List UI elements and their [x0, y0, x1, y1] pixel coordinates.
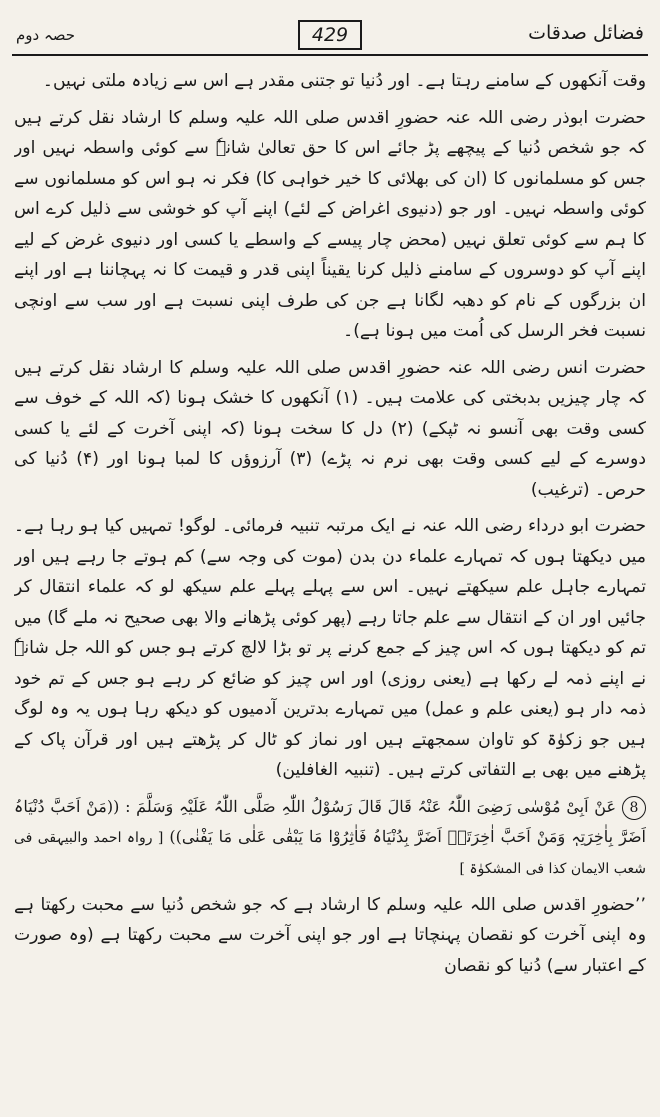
header-rule [12, 54, 648, 56]
hadith-translation: ’’حضورِ اقدس صلی اللہ علیہ وسلم کا ارشاد ہے کہ جو شخص دُنیا سے محبت رکھتا ہے وہ اپنی آخرت کو نقصان پہنچاتا ہے اور جو اپنی آخرت سے محبت رکھتا ہے (وہ صورت کے اعتبار سے) دُنیا کو نقصان [14, 894, 646, 976]
paragraph: وقت آنکھوں کے سامنے رہتا ہے۔ اور دُنیا تو جتنی مقدر ہے اس سے زیادہ ملتی نہیں۔ [42, 71, 646, 91]
hadith-number: 8 [622, 796, 646, 820]
page-header [10, 8, 650, 56]
paragraph: حضرت انس رضی اللہ عنہ حضورِ اقدس صلی اللہ علیہ وسلم کا ارشاد نقل کرتے ہیں کہ چار چیزیں بدبختی کی علامت ہیں۔ (۱) آنکھوں کا خشک ہونا (کہ اللہ کے خوف سے کسی وقت بھی آنسو نہ ٹپکے) (۲) دل کا سخت ہونا (کہ اپنی آخرت کے لئے یا کسی دوسرے کے لیے کسی وقت بھی نرم نہ پڑے) (۳) آرزوؤں کا لمبا ہونا اور (۴) دُنیا کی حرص۔ (ترغیب) [14, 357, 646, 500]
paragraph: حضرت ابوذر رضی اللہ عنہ حضورِ اقدس صلی اللہ علیہ وسلم کا ارشاد نقل کرتے ہیں کہ جو شخص دُنیا کے پیچھے پڑ جائے اس کا حق تعالیٰ شانہٗ سے کوئی واسطہ نہیں اور جس کو مسلمانوں کا (ان کی بھلائی کا خیر خواہی کا) فکر نہ ہو اس کو مسلمانوں سے کوئی واسطہ نہیں۔ اور جو (دنیوی اغراض کے لئے) اپنے آپ کو خوشی سے ذلیل کرے اس کا ہم سے کوئی تعلق نہیں (محض چار پیسے کے واسطے یا کسی اور دنیوی غرض کے لیے اپنے آپ کو دوسروں کے سامنے ذلیل کرنا یقیناً اپنی قدر و قیمت کا نہ پہچاننا ہے اور اپنے ان بزرگوں کے نام کو دھبہ لگانا ہے جن کی طرف اپنی نسبت ہے اور سب سے اونچی نسبت فخر الرسل کی اُمت میں ہونا ہے)۔ [14, 107, 646, 341]
hadith-reference: [ رواہ احمد والبیہقی فی شعب الایمان کذا فی المشکوٰۃ ] [14, 829, 646, 877]
page-content [14, 66, 646, 1109]
book-title: فضائل صدقات [528, 22, 644, 44]
paragraph: حضرت ابو درداء رضی اللہ عنہ نے ایک مرتبہ تنبیہ فرمائی۔ لوگو! تمہیں کیا ہو رہا ہے۔ میں دیکھتا ہوں کہ تمہارے علماء دن بدن (موت کی وجہ سے) کم ہوتے جا رہے ہیں اور تمہارے جاہل علم سیکھتے نہیں۔ اس سے پہلے پہلے علم سیکھ لو کہ علماء انتقال کر جائیں اور ان کے انتقال سے علم جاتا رہے (پھر کوئی پڑھانے والا بھی صحیح نہ ملے گا) میں تم کو دیکھتا ہوں کہ اس چیز کے جمع کرنے پر تو بڑا لالچ کرتے ہو جس کو اللہ جل شانہٗ نے اپنے ذمہ لے رکھا ہے (یعنی روزی) اور اس چیز کو ضائع کر رہے ہو جس کے تم خود ذمہ دار ہو (یعنی علم و عمل) میں تمہارے بدترین آدمیوں کو دیکھ رہا ہوں یہ وہ لوگ ہیں جو زکوٰۃ کو تاوان سمجھتے ہیں اور نماز کو ٹال کر پڑھتے ہیں اور قرآن پاک کے پڑھنے میں بھی بے التفاتی کرتے ہیں۔ (تنبیہ الغافلین) [14, 516, 646, 780]
page-number: 429 [311, 24, 349, 46]
page-number-box [298, 20, 362, 50]
hadith-block [14, 792, 646, 884]
hadith-arabic: عَنْ اَبِیْ مُوْسٰی رَضِیَ اللّٰہُ عَنْہُ قَالَ قَالَ رَسُوْلُ اللّٰہِ صَلَّی اللّٰہُ عَلَیْہِ وَسَلَّمَ : ((مَنْ اَحَبَّ دُنْیَاہُ اَضَرَّ بِاٰخِرَتِہٖ وَمَنْ اَحَبَّ اٰخِرَتَہٗ اَضَرَّ بِدُنْیَاہُ فَاٰثِرُوْا مَا یَبْقٰی عَلٰی مَا یَفْنٰی)) [14, 796, 646, 846]
part-label: حصہ دوم [16, 26, 76, 44]
